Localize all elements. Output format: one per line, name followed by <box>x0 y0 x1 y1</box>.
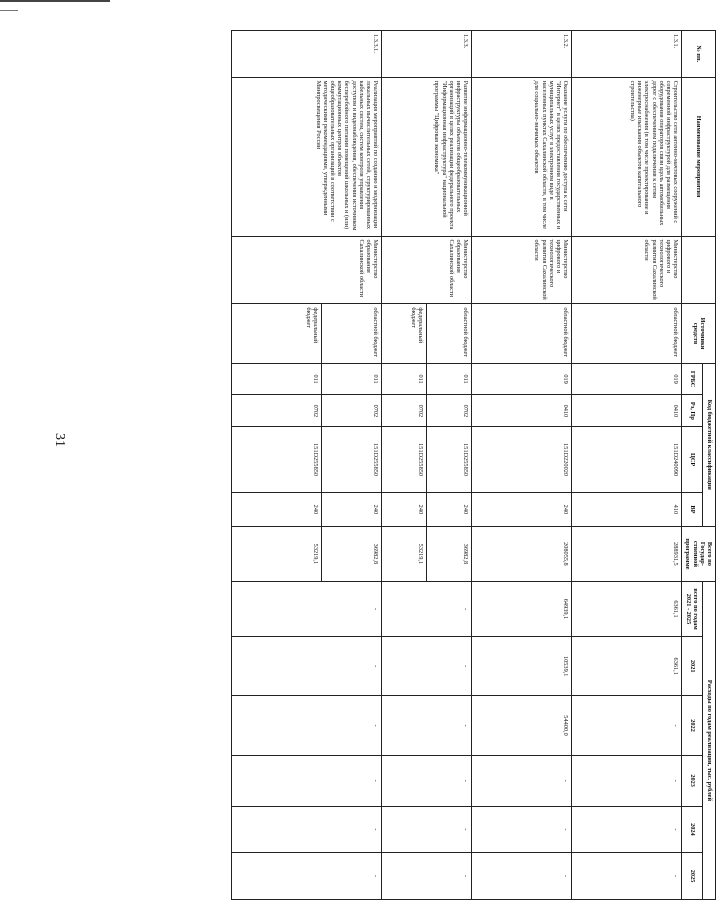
header-expenses: Расходы по годам реализации, тыс. рублей <box>702 581 715 899</box>
row-total-program: 36982,8 <box>322 526 382 581</box>
row-2025: - <box>232 853 382 900</box>
row-total-program: 208055,8 <box>472 526 572 581</box>
header-sources: Источники средств <box>682 304 716 363</box>
header-executor <box>682 236 716 304</box>
row-2024: - <box>572 806 682 853</box>
row-rz-pr: 0702 <box>322 395 382 427</box>
row-2022: 54400,0 <box>472 696 572 755</box>
table-row <box>472 31 572 900</box>
table-row <box>322 31 382 900</box>
scan-artifact <box>0 10 18 11</box>
header-grbs: ГРБС <box>682 363 703 395</box>
row-rz-pr: 0410 <box>472 395 572 427</box>
row-csr: 151D255850 <box>232 427 322 493</box>
row-vr: 410 <box>572 492 682 526</box>
header-year-2021: 2021 <box>682 637 703 696</box>
row-executor: Министерство образования Сахалинской области <box>232 236 382 304</box>
row-2021: - <box>382 637 472 696</box>
row-num: 1.3.2. <box>472 31 572 78</box>
row-event: Реализация мероприятий по созданию и модернизации локальных вычислительных сетей, структурированных кабельных систем, систем контроля управления доступом и видеонаблюдения, обеспечения источником бесперебойного питания помещений школьных и (или) коммутационных центров объектов общеобразовательных организаций в соответствии с методическими рекомендациями, утвержденными Минпросвещения России <box>232 77 382 236</box>
row-2022: - <box>232 696 382 755</box>
row-2023: - <box>232 755 382 806</box>
header-year-2025: 2025 <box>682 853 703 900</box>
row-vr: 240 <box>472 492 572 526</box>
row-2021: - <box>232 637 382 696</box>
row-sources: областной бюджет <box>572 304 682 363</box>
row-event: Оказание услуги по обеспечению доступа к сети "Интернет" в целях предоставления государственных и муниципальных услуг в электронном виде в населенных пунктах Сахалинской области, в том числе для социально-значимых объектов <box>472 77 572 236</box>
row-sources: областной бюджет <box>427 304 472 363</box>
header-total-years: всего по годам 2021 - 2025 <box>682 581 703 636</box>
row-event: Строительство сети антенно-мачтовых сооружений с современной инфраструктурой для размещения оборудования операторов связи вдоль автомобильных дорог с обеспечением подключения к сетям электроснабжения (в том числе проектирование и инженерные изыскания объектов капитального строительства) <box>572 77 682 236</box>
row-2025: - <box>572 853 682 900</box>
row-csr: 151D240090 <box>572 427 682 493</box>
row-executor: Министерство цифрового и технологического развития Сахалинской области <box>472 236 572 304</box>
row-total-program: 288931,5 <box>572 526 682 581</box>
row-grbs: 019 <box>472 363 572 395</box>
header-year-2022: 2022 <box>682 696 703 755</box>
header-year-2023: 2023 <box>682 755 703 806</box>
row-executor: Министерство цифрового и технологического развития Сахалинской области <box>572 236 682 304</box>
row-total-years: - <box>232 581 382 636</box>
row-csr: 151D255850 <box>427 427 472 493</box>
row-num: 1.3.3.1. <box>232 31 382 78</box>
row-vr: 240 <box>427 492 472 526</box>
row-2022: - <box>572 696 682 755</box>
table-row <box>427 31 472 900</box>
row-2021: 6361,1 <box>572 637 682 696</box>
row-csr: 151D220020 <box>472 427 572 493</box>
budget-table <box>231 30 716 900</box>
row-2021: 10539,1 <box>472 637 572 696</box>
row-sources: федеральный бюджет <box>382 304 427 363</box>
header-rz-pr: Рз, Пр <box>682 395 703 427</box>
row-grbs: 011 <box>322 363 382 395</box>
row-2022: - <box>382 696 472 755</box>
row-rz-pr: 0702 <box>382 395 427 427</box>
row-sources: федеральный бюджет <box>232 304 322 363</box>
row-grbs: 011 <box>382 363 427 395</box>
row-grbs: 019 <box>572 363 682 395</box>
row-vr: 240 <box>322 492 382 526</box>
header-event: Наименование мероприятия <box>682 77 716 236</box>
row-2025: - <box>472 853 572 900</box>
row-2023: - <box>382 755 472 806</box>
row-2024: - <box>382 806 472 853</box>
row-vr: 240 <box>382 492 427 526</box>
row-sources: областной бюджет <box>472 304 572 363</box>
row-sources: областной бюджет <box>322 304 382 363</box>
header-csr: ЦСР <box>682 427 703 493</box>
row-total-years: 64939,1 <box>472 581 572 636</box>
row-rz-pr: 0702 <box>232 395 322 427</box>
scan-artifact <box>0 0 110 2</box>
row-total-program: 53219,1 <box>382 526 427 581</box>
header-total-program: Всего по Государ-ственной программе <box>682 526 716 581</box>
row-grbs: 011 <box>427 363 472 395</box>
table-row <box>572 31 682 900</box>
row-event: Развитие информационно-телекоммуникационной инфраструктуры объектов общеобразовательных организаций в целях реализации федерального проекта "Информационная инфраструктура" национальной программы "Цифровая экономика" <box>382 77 472 236</box>
row-2025: - <box>382 853 472 900</box>
row-2024: - <box>232 806 382 853</box>
row-2023: - <box>472 755 572 806</box>
header-num: № пп. <box>682 31 716 78</box>
row-grbs: 011 <box>232 363 322 395</box>
row-csr: 151D255850 <box>322 427 382 493</box>
row-2024: - <box>472 806 572 853</box>
row-executor: Министерство образования Сахалинской области <box>382 236 472 304</box>
row-total-years: 6361,1 <box>572 581 682 636</box>
row-num: 1.3.3. <box>382 31 472 78</box>
row-total-program: 53219,1 <box>232 526 322 581</box>
row-2023: - <box>572 755 682 806</box>
row-rz-pr: 0410 <box>572 395 682 427</box>
row-num: 1.3.1. <box>572 31 682 78</box>
header-vr: ВР <box>682 492 703 526</box>
row-csr: 151D255850 <box>382 427 427 493</box>
page-number: 31 <box>52 433 67 447</box>
row-rz-pr: 0702 <box>427 395 472 427</box>
header-budget-code: Код бюджетной классификации <box>702 363 715 526</box>
row-vr: 240 <box>232 492 322 526</box>
header-year-2024: 2024 <box>682 806 703 853</box>
row-total-program: 36982,8 <box>427 526 472 581</box>
rotated-table-frame <box>182 30 716 900</box>
table-container <box>96 15 713 885</box>
row-total-years: - <box>382 581 472 636</box>
